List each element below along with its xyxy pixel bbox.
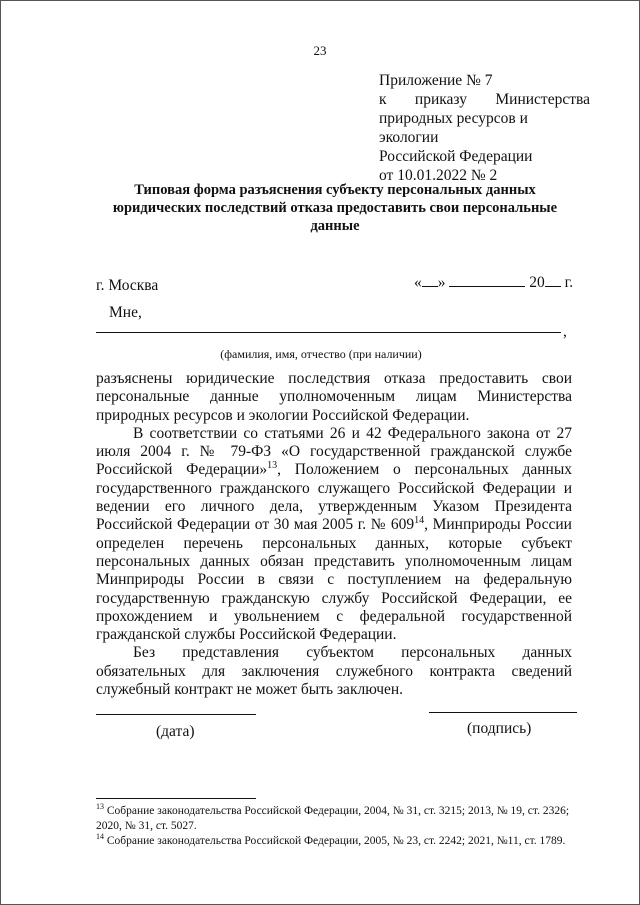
date-field [414,274,573,292]
footnote-ref-13: 13 [267,460,278,472]
appendix-line-2-a: к [379,91,387,108]
date-close-quote: » [437,274,446,291]
name-caption: (фамилия, имя, отчество (при наличии) [220,347,422,361]
body-text [96,370,572,699]
paragraph-3: Без представления субъектом персональных данных обязательных для заключения служебного контракта сведений служебный контракт не может быть заключен. [96,644,572,699]
month-blank [449,274,525,287]
page-number: 23 [313,43,327,58]
year-suffix: г. [564,274,574,291]
year-blank [545,274,561,287]
day-blank [422,274,438,287]
footnote-13-text: Собрание законодательства Российской Федерации, 2004, № 31, ст. 3215; 2013, № 19, ст. 2326; 2020, № 31, ст. 5027. [96,805,570,832]
appendix-line-2 [379,90,590,109]
paragraph-2 [96,425,572,645]
date-caption: (дата) [156,723,195,740]
paragraph-2-part-a: В соответствии со статьями 26 и 42 Федерального закона от 27 июля 2004 г. № 79-ФЗ «О государственной гражданской службе Российской Федерации» [96,424,572,479]
footnote-14 [96,834,581,849]
appendix-line-4: Российской Федерации [379,148,533,165]
footnote-14-number: 14 [96,832,104,842]
date-signature-line [96,714,256,715]
paragraph-2-part-c: , Минприроды России определен перечень персональных данных, которые субъект персональных данных обязан представить уполномоченным лицам Минприроды России в связи с поступлением на федеральную государственную гражданскую службу Российской Федерации, ее прохождением и увольнением с федеральной государственной гражданской службы Российской Федерации. [96,516,572,644]
footnote-ref-14: 14 [414,515,425,527]
paragraph-1: разъяснены юридические последствия отказа предоставить свои персональные данные уполномоченным лицам Министерства природных ресурсов и экологии Российской Федерации. [96,370,572,424]
name-comma: , [563,323,567,340]
date-open-quote: « [414,274,422,291]
signature-caption: (подпись) [467,720,532,737]
year-prefix: 20 [529,274,545,291]
footnote-13 [96,804,581,834]
appendix-line-2-b: приказу [414,91,467,108]
footnotes [96,804,581,849]
paragraph-2-part-b: , Положением о персональных данных государственного гражданского служащего Российской Федерации и ведении его личного дела, утвержденным Указом Президента Российской Федерации от 30 мая 2005 г. № 609 [96,461,572,534]
footnote-14-text: Собрание законодательства Российской Федерации, 2005, № 23, ст. 2242; 2021, №11, ст. 1789. [104,835,566,847]
appendix-line-3: природных ресурсов и экологии [379,110,528,146]
signature-line [429,712,577,713]
footnote-13-number: 13 [96,802,104,812]
document-title: Типовая форма разъяснения субъекту персональных данных юридических последствий отказа предоставить свои персональные данные [112,182,558,234]
appendix-line-2-c: Министерства [495,91,590,108]
appendix-line-5: от 10.01.2022 № 2 [379,167,498,184]
appendix-header [379,71,590,185]
footnote-separator [96,798,256,799]
mne-label: Мне, [109,304,142,321]
appendix-line-1: Приложение № 7 [379,72,493,89]
name-blank-line [96,332,561,333]
city-label: г. Москва [96,277,159,294]
